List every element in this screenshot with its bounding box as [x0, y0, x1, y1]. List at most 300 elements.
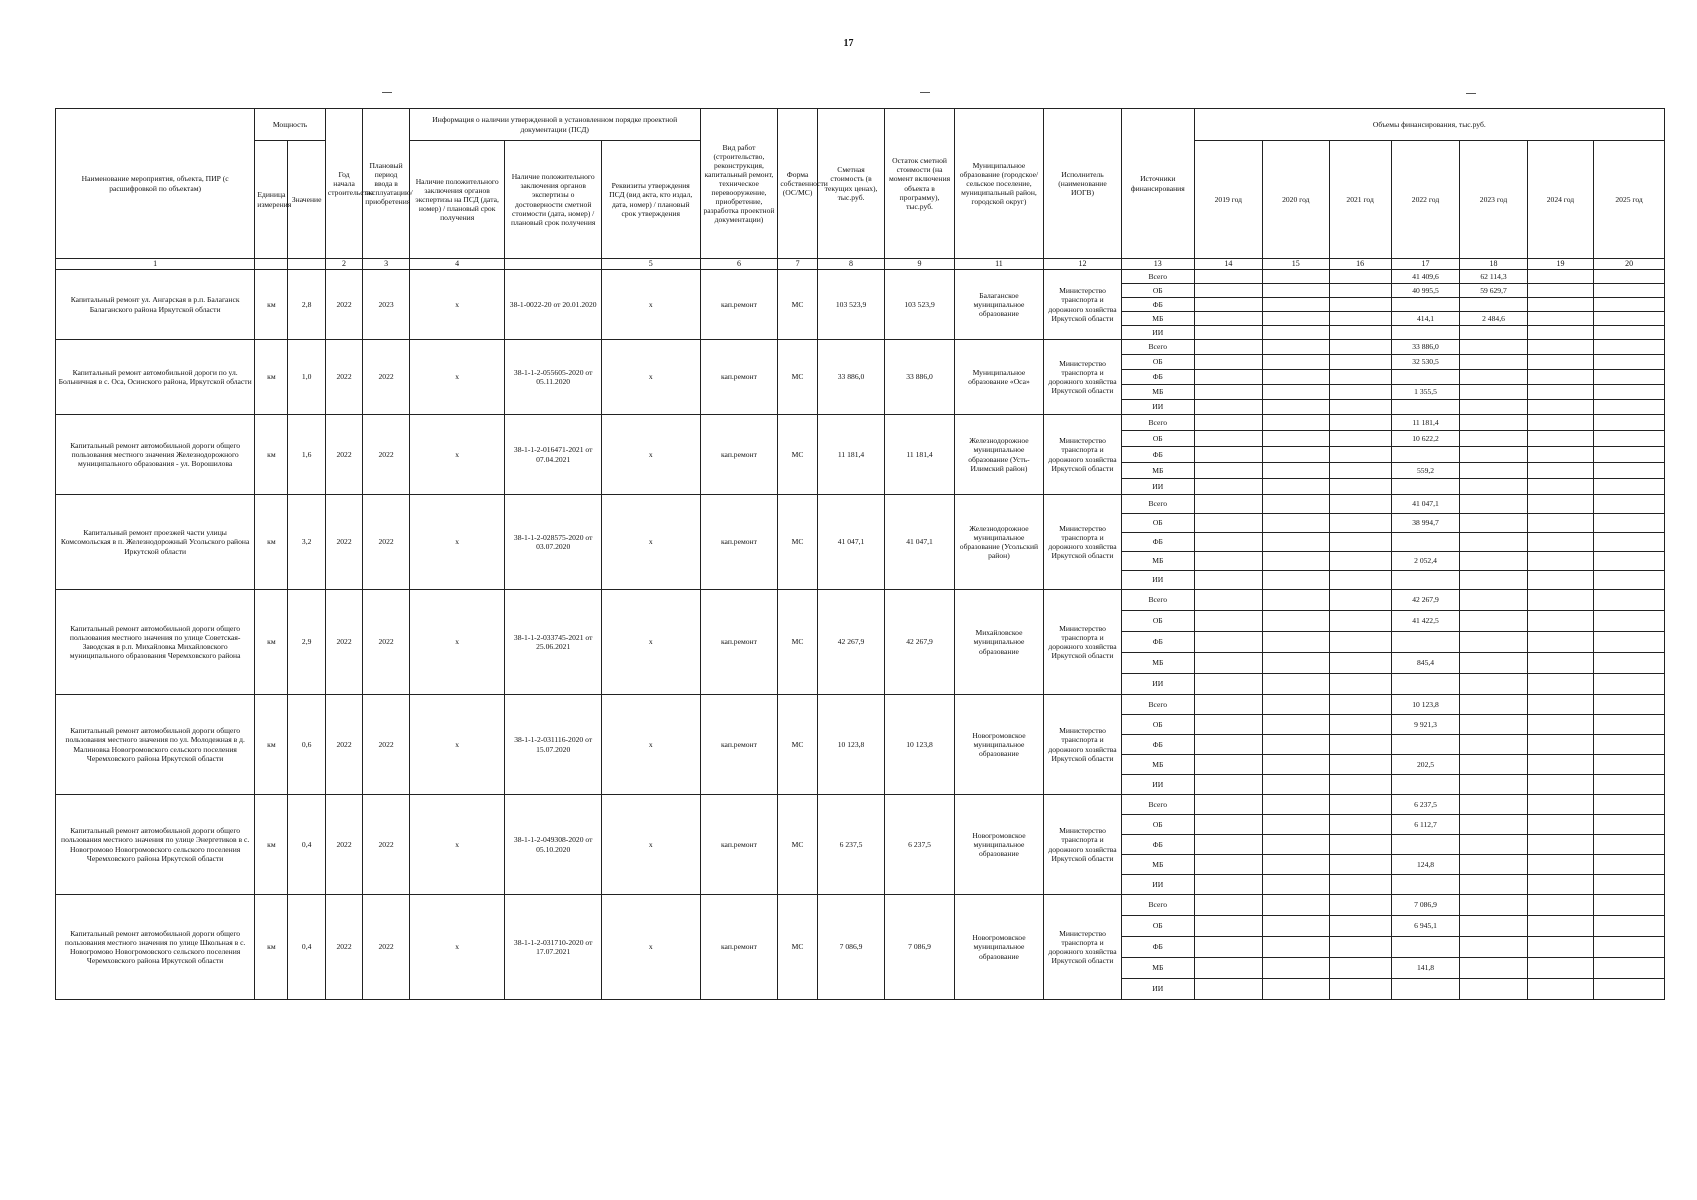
col-estimated-cost-header: Сметная стоимость (в текущих ценах), тыс.руб. [817, 109, 884, 259]
cost-expertise-cell: 38-1-1-2-028575-2020 от 03.07.2020 [505, 495, 602, 590]
planned-period-cell: 2022 [363, 895, 410, 1000]
funding-amount-cell [1194, 385, 1263, 400]
funding-amount-cell [1594, 875, 1665, 895]
funding-amount-cell: 59 629,7 [1460, 284, 1527, 298]
column-number: 12 [1044, 259, 1122, 270]
funding-amount-cell [1194, 340, 1263, 355]
funding-amount-cell [1329, 715, 1391, 735]
value-cell: 1,0 [288, 340, 325, 415]
col-ownership-header: Форма собственности (ОС/МС) [778, 109, 817, 259]
funding-amount-cell [1594, 298, 1665, 312]
estimated-cost-cell: 10 123,8 [817, 695, 884, 795]
funding-amount-cell [1329, 495, 1391, 514]
funding-amount-cell [1527, 653, 1593, 674]
executor-cell: Министерство транспорта и дорожного хозяйства Иркутской области [1044, 590, 1122, 695]
funding-amount-cell [1460, 479, 1527, 495]
column-number: 15 [1263, 259, 1329, 270]
funding-amount-cell [1391, 937, 1460, 958]
funding-amount-cell [1527, 431, 1593, 447]
column-number: 4 [409, 259, 504, 270]
funding-amount-cell [1194, 632, 1263, 653]
table-row [56, 495, 1665, 514]
funding-amount-cell [1594, 355, 1665, 370]
estimated-cost-cell: 6 237,5 [817, 795, 884, 895]
col-capacity-header: Мощность [255, 109, 326, 141]
funding-amount-cell [1263, 298, 1329, 312]
municipality-cell: Балаганское муниципальное образование [954, 270, 1043, 340]
psd-approval-cell: х [601, 590, 700, 695]
ownership-cell: МС [778, 590, 817, 695]
funding-amount-cell: 11 181,4 [1391, 415, 1460, 431]
column-number: 19 [1527, 259, 1593, 270]
funding-amount-cell [1329, 370, 1391, 385]
cost-expertise-cell: 38-1-0022-20 от 20.01.2020 [505, 270, 602, 340]
funding-amount-cell [1329, 514, 1391, 533]
funding-amount-cell: 32 530,5 [1391, 355, 1460, 370]
funding-amount-cell [1527, 958, 1593, 979]
column-number [505, 259, 602, 270]
psd-expertise-cell: х [409, 895, 504, 1000]
funding-amount-cell [1329, 795, 1391, 815]
funding-amount-cell [1329, 632, 1391, 653]
funding-amount-cell [1460, 835, 1527, 855]
funding-amount-cell [1194, 895, 1263, 916]
column-number: 20 [1594, 259, 1665, 270]
funding-amount-cell [1594, 326, 1665, 340]
funding-source-cell: ИИ [1121, 571, 1194, 590]
col-start-year-header: Год начала строительства [325, 109, 362, 259]
col-cost-expertise-header: Наличие положительного заключения органов экспертизы о достоверности сметной стоимости (дата, номер) / плановый срок получения [505, 141, 602, 259]
col-psd-expertise-header: Наличие положительного заключения органов экспертизы на ПСД (дата, номер) / плановый срок получения [409, 141, 504, 259]
funding-amount-cell: 202,5 [1391, 755, 1460, 775]
funding-amount-cell [1329, 895, 1391, 916]
planned-period-cell: 2022 [363, 695, 410, 795]
funding-amount-cell [1329, 979, 1391, 1000]
funding-amount-cell [1527, 611, 1593, 632]
funding-source-cell: ФБ [1121, 370, 1194, 385]
funding-amount-cell [1329, 400, 1391, 415]
start-year-cell: 2022 [325, 340, 362, 415]
funding-amount-cell [1594, 590, 1665, 611]
funding-amount-cell [1391, 479, 1460, 495]
funding-amount-cell [1527, 495, 1593, 514]
object-name-cell: Капитальный ремонт автомобильной дороги общего пользования местного значения по улице Школьная в с. Новогромово Новогромовского сельского поселения Черемховского района Иркутской области [56, 895, 255, 1000]
funding-amount-cell [1194, 835, 1263, 855]
funding-amount-cell [1263, 400, 1329, 415]
funding-amount-cell: 10 622,2 [1391, 431, 1460, 447]
estimated-cost-cell: 33 886,0 [817, 340, 884, 415]
funding-amount-cell [1594, 552, 1665, 571]
funding-amount-cell [1263, 632, 1329, 653]
cost-expertise-cell: 38-1-1-2-055605-2020 от 05.11.2020 [505, 340, 602, 415]
funding-source-cell: ИИ [1121, 775, 1194, 795]
funding-amount-cell [1329, 653, 1391, 674]
funding-source-cell: МБ [1121, 653, 1194, 674]
funding-amount-cell [1391, 571, 1460, 590]
financing-table [55, 108, 1665, 1000]
funding-amount-cell [1460, 326, 1527, 340]
col-municipality-header: Муниципальное образование (городское/сельское поселение, муниципальный район, городской округ) [954, 109, 1043, 259]
funding-amount-cell [1329, 937, 1391, 958]
funding-amount-cell [1391, 298, 1460, 312]
funding-amount-cell [1329, 611, 1391, 632]
ownership-cell: МС [778, 795, 817, 895]
funding-amount-cell [1391, 370, 1460, 385]
funding-amount-cell [1460, 514, 1527, 533]
funding-amount-cell [1194, 326, 1263, 340]
funding-amount-cell [1460, 916, 1527, 937]
funding-amount-cell [1460, 795, 1527, 815]
column-number: 1 [56, 259, 255, 270]
funding-amount-cell [1527, 340, 1593, 355]
funding-amount-cell [1460, 533, 1527, 552]
work-type-cell: кап.ремонт [700, 695, 778, 795]
start-year-cell: 2022 [325, 895, 362, 1000]
funding-amount-cell [1460, 855, 1527, 875]
work-type-cell: кап.ремонт [700, 270, 778, 340]
start-year-cell: 2022 [325, 415, 362, 495]
funding-source-cell: ОБ [1121, 355, 1194, 370]
funding-amount-cell [1263, 695, 1329, 715]
funding-amount-cell [1527, 695, 1593, 715]
funding-amount-cell: 10 123,8 [1391, 695, 1460, 715]
funding-amount-cell [1527, 795, 1593, 815]
funding-amount-cell [1460, 695, 1527, 715]
funding-source-cell: Всего [1121, 495, 1194, 514]
planned-period-cell: 2022 [363, 495, 410, 590]
funding-amount-cell [1594, 312, 1665, 326]
remaining-cost-cell: 103 523,9 [885, 270, 955, 340]
funding-amount-cell [1194, 431, 1263, 447]
column-number: 14 [1194, 259, 1263, 270]
funding-amount-cell [1194, 715, 1263, 735]
funding-source-cell: ФБ [1121, 533, 1194, 552]
funding-amount-cell [1594, 695, 1665, 715]
funding-amount-cell [1460, 385, 1527, 400]
funding-amount-cell [1391, 835, 1460, 855]
column-number: 8 [817, 259, 884, 270]
ownership-cell: МС [778, 270, 817, 340]
remaining-cost-cell: 11 181,4 [885, 415, 955, 495]
funding-amount-cell [1460, 571, 1527, 590]
funding-amount-cell [1391, 400, 1460, 415]
funding-amount-cell [1527, 835, 1593, 855]
funding-amount-cell [1263, 895, 1329, 916]
col-work-type-header: Вид работ (строительство, реконструкция, капитальный ремонт, техническое перевооружение, приобретение, разработка проектной документации) [700, 109, 778, 259]
object-name-cell: Капитальный ремонт автомобильной дороги общего пользования местного значения по улице Энергетиков в с. Новогромово Новогромовского сельского поселения Черемховского района Иркутской области [56, 795, 255, 895]
funding-amount-cell: 414,1 [1391, 312, 1460, 326]
funding-source-cell: ФБ [1121, 298, 1194, 312]
funding-amount-cell [1460, 875, 1527, 895]
funding-amount-cell [1594, 571, 1665, 590]
funding-source-cell: ОБ [1121, 284, 1194, 298]
funding-amount-cell [1391, 775, 1460, 795]
funding-amount-cell [1263, 795, 1329, 815]
column-number [288, 259, 325, 270]
work-type-cell: кап.ремонт [700, 340, 778, 415]
funding-amount-cell [1391, 447, 1460, 463]
funding-amount-cell [1194, 270, 1263, 284]
funding-amount-cell [1460, 755, 1527, 775]
funding-amount-cell: 38 994,7 [1391, 514, 1460, 533]
funding-source-cell: МБ [1121, 855, 1194, 875]
col-executor-header: Исполнитель (наименование ИОГВ) [1044, 109, 1122, 259]
col-planned-period-header: Плановый период ввода в эксплуатацию/приобретения [363, 109, 410, 259]
psd-expertise-cell: х [409, 270, 504, 340]
funding-amount-cell [1194, 653, 1263, 674]
planned-period-cell: 2022 [363, 340, 410, 415]
start-year-cell: 2022 [325, 270, 362, 340]
funding-amount-cell [1594, 855, 1665, 875]
funding-amount-cell [1194, 370, 1263, 385]
funding-amount-cell [1527, 400, 1593, 415]
unit-cell: км [255, 415, 288, 495]
ownership-cell: МС [778, 340, 817, 415]
psd-expertise-cell: х [409, 695, 504, 795]
col-remaining-cost-header: Остаток сметной стоимости (на момент включения объекта в программу), тыс.руб. [885, 109, 955, 259]
funding-amount-cell [1263, 447, 1329, 463]
planned-period-cell: 2022 [363, 590, 410, 695]
funding-amount-cell [1194, 916, 1263, 937]
funding-amount-cell [1460, 895, 1527, 916]
funding-amount-cell [1527, 590, 1593, 611]
funding-amount-cell [1460, 552, 1527, 571]
funding-amount-cell [1194, 355, 1263, 370]
municipality-cell: Железнодорожное муниципальное образование (Усольский район) [954, 495, 1043, 590]
funding-amount-cell [1460, 815, 1527, 835]
funding-amount-cell [1329, 312, 1391, 326]
funding-amount-cell [1263, 385, 1329, 400]
funding-amount-cell [1527, 775, 1593, 795]
funding-amount-cell: 124,8 [1391, 855, 1460, 875]
funding-amount-cell [1329, 695, 1391, 715]
funding-source-cell: ФБ [1121, 447, 1194, 463]
remaining-cost-cell: 6 237,5 [885, 795, 955, 895]
cost-expertise-cell: 38-1-1-2-016471-2021 от 07.04.2021 [505, 415, 602, 495]
funding-amount-cell [1194, 937, 1263, 958]
funding-source-cell: МБ [1121, 312, 1194, 326]
column-number: 13 [1121, 259, 1194, 270]
funding-source-cell: МБ [1121, 552, 1194, 571]
funding-amount-cell [1594, 958, 1665, 979]
funding-amount-cell: 7 086,9 [1391, 895, 1460, 916]
funding-source-cell: ФБ [1121, 937, 1194, 958]
estimated-cost-cell: 11 181,4 [817, 415, 884, 495]
psd-expertise-cell: х [409, 415, 504, 495]
funding-amount-cell [1391, 979, 1460, 1000]
planned-period-cell: 2023 [363, 270, 410, 340]
ownership-cell: МС [778, 415, 817, 495]
funding-amount-cell [1527, 855, 1593, 875]
funding-amount-cell [1594, 755, 1665, 775]
object-name-cell: Капитальный ремонт автомобильной дороги по ул. Больничная в с. Оса, Осинского района, Иркутской области [56, 340, 255, 415]
funding-amount-cell [1194, 795, 1263, 815]
funding-amount-cell [1263, 958, 1329, 979]
funding-amount-cell [1460, 590, 1527, 611]
funding-amount-cell [1594, 284, 1665, 298]
estimated-cost-cell: 42 267,9 [817, 590, 884, 695]
funding-amount-cell [1329, 326, 1391, 340]
funding-amount-cell [1194, 590, 1263, 611]
funding-amount-cell: 42 267,9 [1391, 590, 1460, 611]
funding-source-cell: МБ [1121, 958, 1194, 979]
funding-source-cell: Всего [1121, 270, 1194, 284]
funding-amount-cell [1594, 937, 1665, 958]
funding-amount-cell [1527, 463, 1593, 479]
funding-amount-cell [1527, 415, 1593, 431]
work-type-cell: кап.ремонт [700, 590, 778, 695]
municipality-cell: Железнодорожное муниципальное образование (Усть-Илимский район) [954, 415, 1043, 495]
funding-amount-cell [1329, 431, 1391, 447]
object-name-cell: Капитальный ремонт проезжей части улицы Комсомольская в п. Железнодорожный Усольского района Иркутской области [56, 495, 255, 590]
col-unit-header: Единица измерения [255, 141, 288, 259]
scan-mark [920, 92, 930, 93]
funding-amount-cell [1263, 355, 1329, 370]
funding-amount-cell [1527, 355, 1593, 370]
funding-source-cell: МБ [1121, 463, 1194, 479]
funding-amount-cell [1194, 415, 1263, 431]
cost-expertise-cell: 38-1-1-2-049308-2020 от 05.10.2020 [505, 795, 602, 895]
col-year-header: 2023 год [1460, 141, 1527, 259]
funding-source-cell: ФБ [1121, 632, 1194, 653]
funding-amount-cell [1460, 674, 1527, 695]
remaining-cost-cell: 41 047,1 [885, 495, 955, 590]
funding-amount-cell [1329, 284, 1391, 298]
funding-amount-cell [1594, 653, 1665, 674]
funding-amount-cell [1594, 400, 1665, 415]
funding-amount-cell [1263, 370, 1329, 385]
funding-amount-cell [1460, 340, 1527, 355]
funding-source-cell: Всего [1121, 795, 1194, 815]
funding-amount-cell [1594, 795, 1665, 815]
value-cell: 1,6 [288, 415, 325, 495]
funding-source-cell: Всего [1121, 590, 1194, 611]
funding-amount-cell [1263, 479, 1329, 495]
funding-amount-cell [1194, 479, 1263, 495]
executor-cell: Министерство транспорта и дорожного хозяйства Иркутской области [1044, 495, 1122, 590]
funding-amount-cell [1263, 735, 1329, 755]
funding-amount-cell [1194, 735, 1263, 755]
funding-amount-cell: 6 945,1 [1391, 916, 1460, 937]
funding-amount-cell [1594, 611, 1665, 632]
cost-expertise-cell: 38-1-1-2-033745-2021 от 25.06.2021 [505, 590, 602, 695]
header-row-top [56, 109, 1665, 141]
scan-mark [382, 92, 392, 93]
funding-amount-cell [1594, 979, 1665, 1000]
funding-amount-cell [1527, 447, 1593, 463]
funding-source-cell: Всего [1121, 895, 1194, 916]
cost-expertise-cell: 38-1-1-2-031116-2020 от 15.07.2020 [505, 695, 602, 795]
funding-amount-cell [1391, 735, 1460, 755]
funding-amount-cell [1527, 312, 1593, 326]
start-year-cell: 2022 [325, 495, 362, 590]
funding-amount-cell [1263, 979, 1329, 1000]
funding-amount-cell [1263, 775, 1329, 795]
funding-amount-cell [1329, 415, 1391, 431]
funding-amount-cell [1194, 447, 1263, 463]
start-year-cell: 2022 [325, 695, 362, 795]
funding-amount-cell [1594, 514, 1665, 533]
funding-amount-cell [1460, 400, 1527, 415]
ownership-cell: МС [778, 895, 817, 1000]
funding-amount-cell [1460, 937, 1527, 958]
ownership-cell: МС [778, 695, 817, 795]
psd-approval-cell: х [601, 795, 700, 895]
funding-amount-cell [1460, 611, 1527, 632]
psd-approval-cell: х [601, 415, 700, 495]
value-cell: 0,4 [288, 895, 325, 1000]
funding-amount-cell [1594, 632, 1665, 653]
funding-amount-cell [1391, 326, 1460, 340]
funding-amount-cell [1460, 415, 1527, 431]
funding-source-cell: Всего [1121, 415, 1194, 431]
funding-amount-cell: 559,2 [1391, 463, 1460, 479]
table-row [56, 795, 1665, 815]
funding-amount-cell [1194, 463, 1263, 479]
page-number: 17 [843, 38, 854, 49]
column-number: 18 [1460, 259, 1527, 270]
funding-amount-cell [1329, 298, 1391, 312]
column-number [255, 259, 288, 270]
funding-amount-cell: 9 921,3 [1391, 715, 1460, 735]
municipality-cell: Михайловское муниципальное образование [954, 590, 1043, 695]
column-number: 6 [700, 259, 778, 270]
funding-source-cell: МБ [1121, 755, 1194, 775]
funding-amount-cell: 62 114,3 [1460, 270, 1527, 284]
funding-amount-cell [1329, 855, 1391, 875]
unit-cell: км [255, 495, 288, 590]
value-cell: 2,8 [288, 270, 325, 340]
funding-source-cell: ОБ [1121, 715, 1194, 735]
funding-amount-cell [1594, 775, 1665, 795]
funding-amount-cell [1527, 385, 1593, 400]
funding-amount-cell [1527, 815, 1593, 835]
unit-cell: км [255, 340, 288, 415]
funding-amount-cell: 41 422,5 [1391, 611, 1460, 632]
funding-source-cell: ИИ [1121, 479, 1194, 495]
funding-amount-cell [1263, 514, 1329, 533]
funding-amount-cell [1527, 875, 1593, 895]
psd-expertise-cell: х [409, 340, 504, 415]
funding-amount-cell [1527, 514, 1593, 533]
psd-expertise-cell: х [409, 795, 504, 895]
funding-amount-cell [1194, 611, 1263, 632]
funding-amount-cell [1263, 495, 1329, 514]
column-number-row [56, 259, 1665, 270]
funding-amount-cell [1329, 270, 1391, 284]
psd-approval-cell: х [601, 695, 700, 795]
object-name-cell: Капитальный ремонт ул. Ангарская в р.п. Балаганск Балаганского района Иркутской области [56, 270, 255, 340]
executor-cell: Министерство транспорта и дорожного хозяйства Иркутской области [1044, 415, 1122, 495]
unit-cell: км [255, 270, 288, 340]
funding-amount-cell [1460, 735, 1527, 755]
funding-amount-cell [1329, 355, 1391, 370]
funding-amount-cell [1194, 552, 1263, 571]
funding-amount-cell [1594, 533, 1665, 552]
table-row [56, 270, 1665, 284]
psd-approval-cell: х [601, 495, 700, 590]
funding-amount-cell [1194, 775, 1263, 795]
funding-source-cell: МБ [1121, 385, 1194, 400]
funding-amount-cell [1594, 415, 1665, 431]
col-funding-header: Объемы финансирования, тыс.руб. [1194, 109, 1664, 141]
funding-amount-cell [1329, 533, 1391, 552]
col-year-header: 2019 год [1194, 141, 1263, 259]
funding-amount-cell [1263, 937, 1329, 958]
funding-amount-cell [1460, 653, 1527, 674]
remaining-cost-cell: 10 123,8 [885, 695, 955, 795]
funding-amount-cell: 41 409,6 [1391, 270, 1460, 284]
